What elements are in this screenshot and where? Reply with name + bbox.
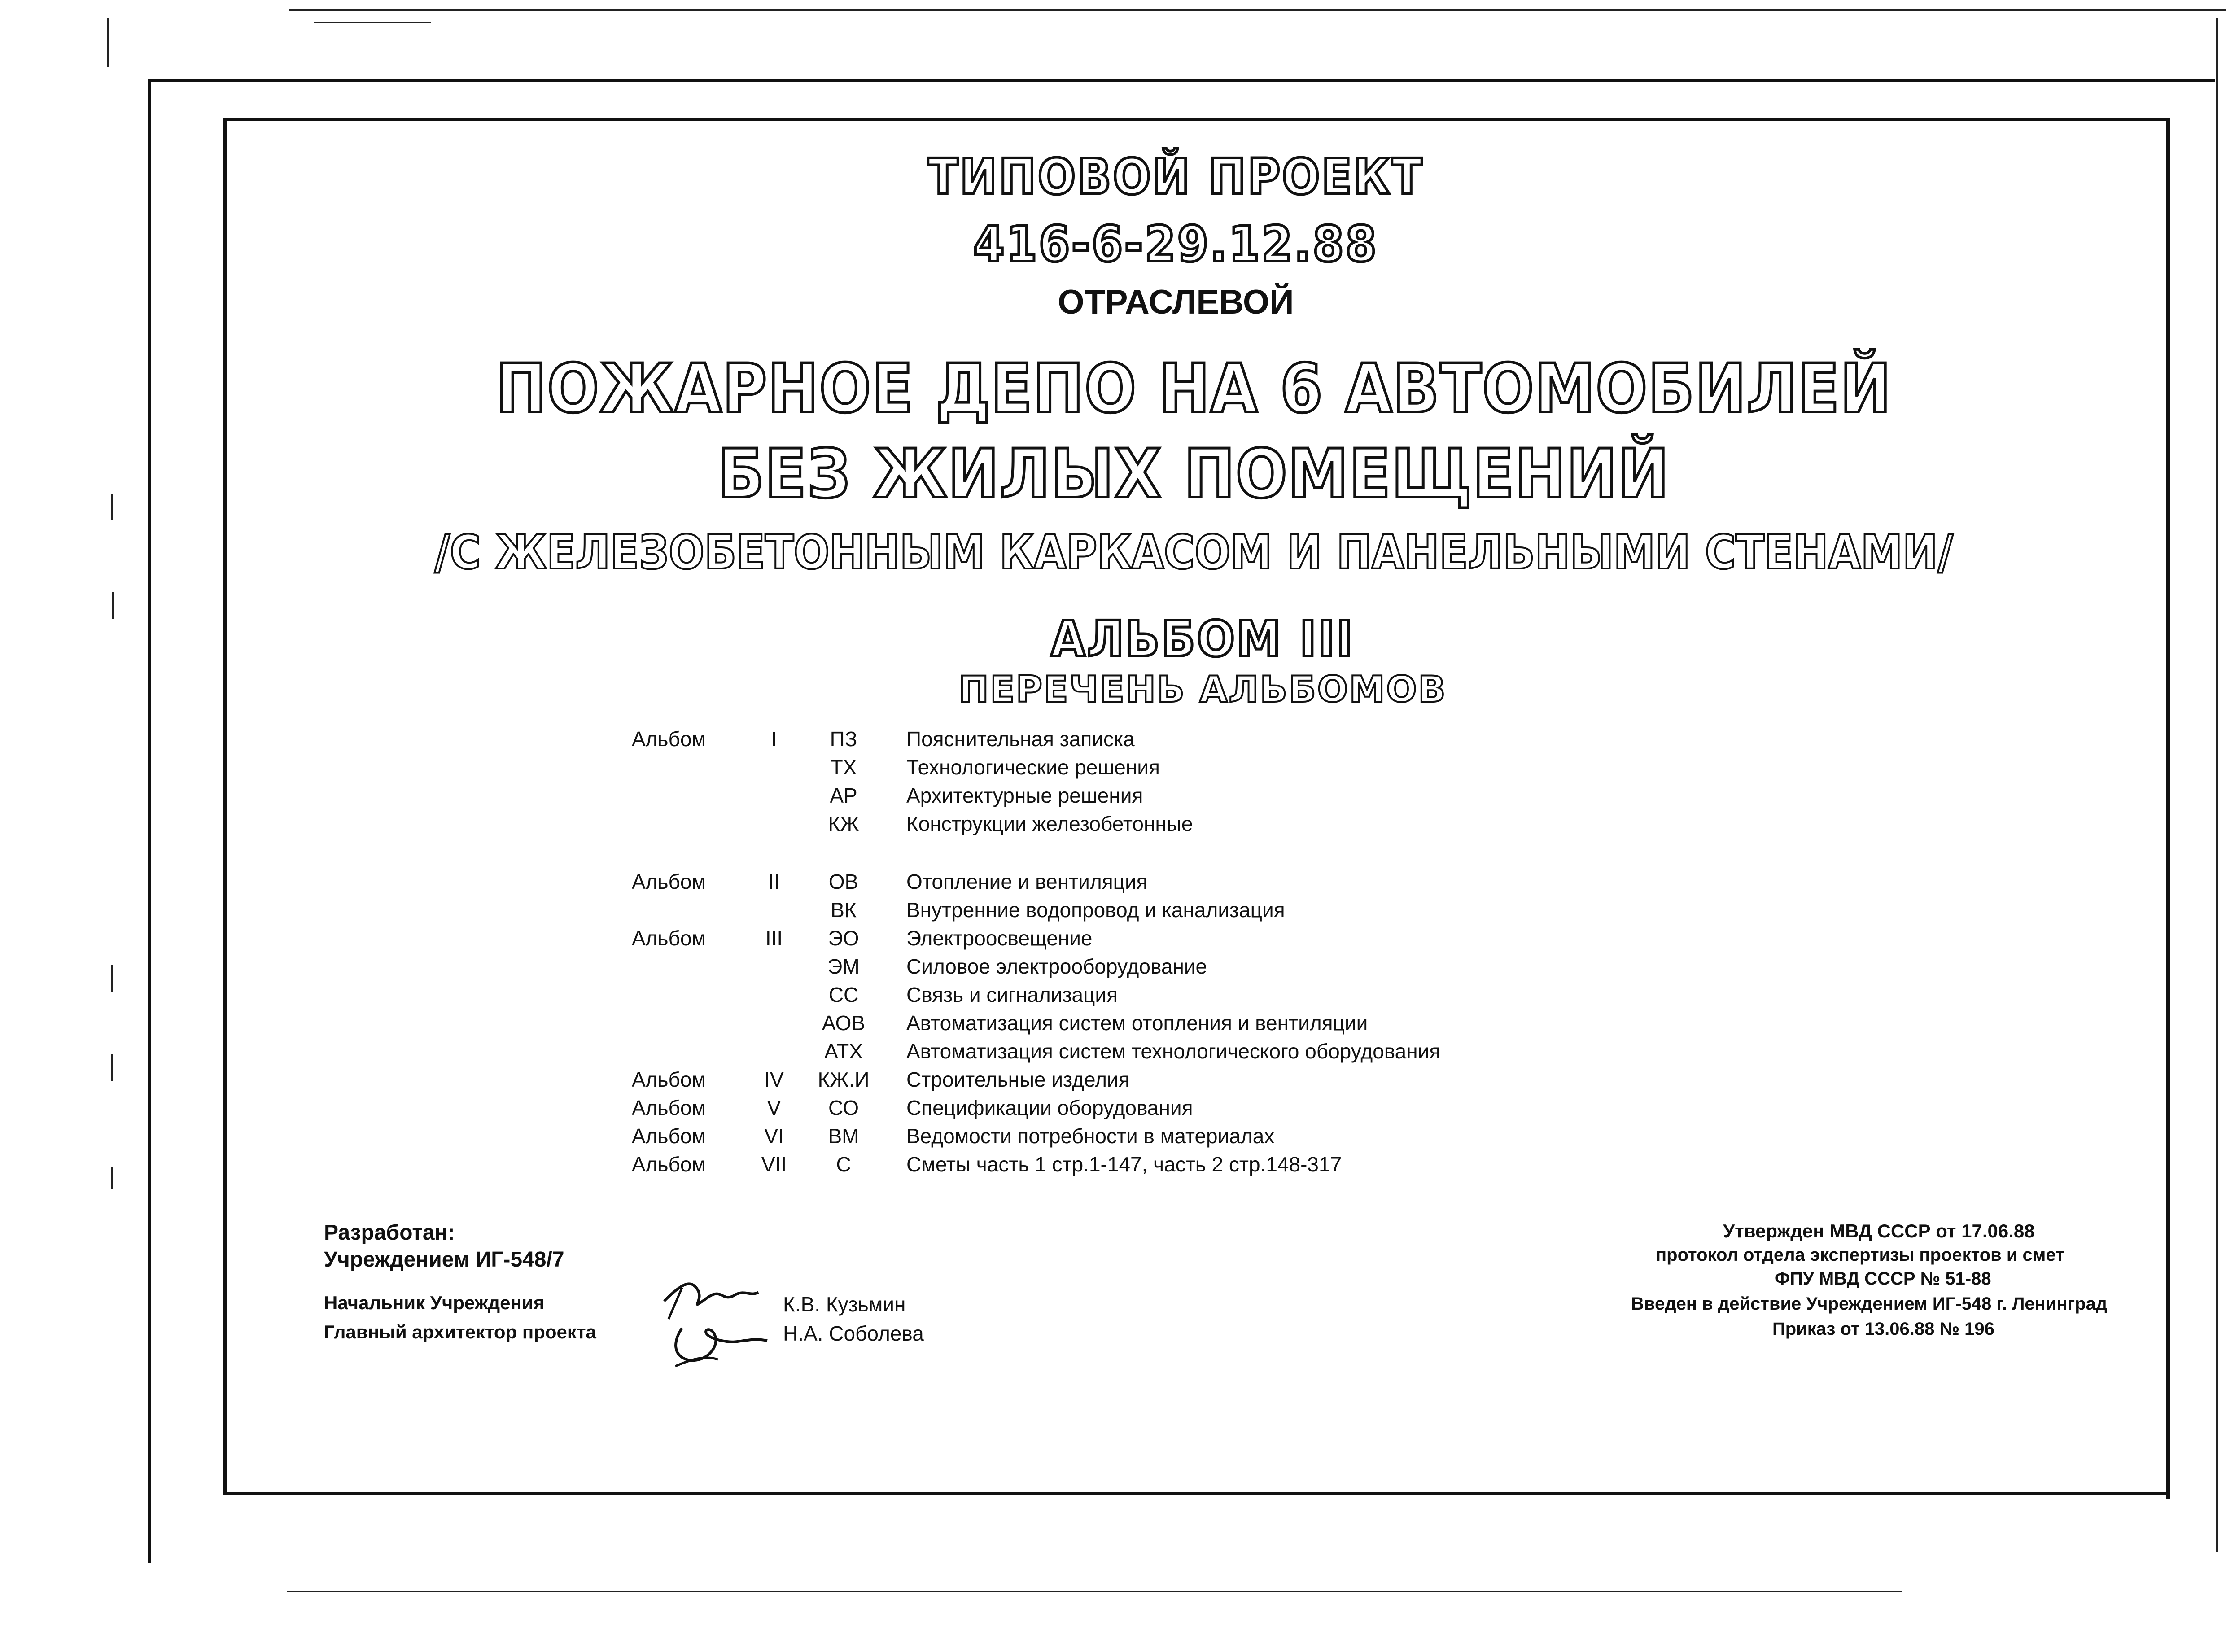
list-item-code: КЖ	[828, 812, 859, 835]
list-item-title: Внутренние водопровод и канализация	[906, 898, 1285, 922]
role-head: Начальник Учреждения	[324, 1292, 545, 1313]
signatures	[655, 1270, 790, 1373]
project-category: ОТРАСЛЕВОЙ	[1058, 283, 1294, 321]
list-item-code: АОВ	[822, 1011, 866, 1035]
list-item-title: Сметы часть 1 стр.1-147, часть 2 стр.148-317	[906, 1153, 1342, 1176]
list-item-code: ЭМ	[827, 955, 860, 978]
list-item-album: Альбом	[632, 1153, 706, 1176]
list-item-code: КЖ.И	[818, 1068, 870, 1091]
list-item-num: IV	[764, 1068, 784, 1091]
list-item-num: VII	[761, 1153, 787, 1176]
name-architect: Н.А. Соболева	[783, 1322, 924, 1345]
list-item-num: III	[765, 927, 783, 950]
scan-mark	[287, 1591, 1902, 1592]
list-item-album: Альбом	[632, 1124, 706, 1148]
list-item-code: ЭО	[828, 927, 859, 950]
name-head: К.В. Кузьмин	[783, 1293, 906, 1316]
album-label: АЛЬБОМ III	[1050, 610, 1355, 668]
list-item-title: Пояснительная записка	[906, 727, 1135, 751]
project-title-line2: БЕЗ ЖИЛЫХ ПОМЕЩЕНИЙ	[717, 435, 1670, 513]
album-list-heading: ПЕРЕЧЕНЬ АЛЬБОМОВ	[958, 669, 1447, 710]
inner-frame-top	[223, 118, 2170, 121]
inner-frame-left	[223, 121, 227, 1495]
list-item-code: АР	[830, 784, 857, 807]
list-item-code: СС	[828, 983, 859, 1006]
list-item-album: Альбом	[632, 1068, 706, 1091]
list-item-title: Архитектурные решения	[906, 784, 1143, 807]
list-item-num: I	[771, 727, 777, 751]
list-item-title: Конструкции железобетонные	[906, 812, 1193, 835]
list-item-num: II	[768, 870, 780, 893]
developer-label: Разработан:	[324, 1221, 455, 1245]
list-item-title: Автоматизация систем отопления и вентиляции	[906, 1011, 1368, 1035]
approval-line1: Утвержден МВД СССР от 17.06.88	[1723, 1220, 2035, 1241]
list-item-num: VI	[764, 1124, 784, 1148]
scan-mark	[289, 9, 2226, 11]
project-title-line1: ПОЖАРНОЕ ДЕПО НА 6 АВТОМОБИЛЕЙ	[495, 350, 1892, 428]
list-item-title: Связь и сигнализация	[906, 983, 1118, 1006]
list-item-title: Электроосвещение	[906, 927, 1093, 950]
list-item-code: СО	[828, 1096, 859, 1119]
scan-mark	[111, 1054, 113, 1081]
scan-mark	[111, 1167, 113, 1189]
approval-line4: Введен в действие Учреждением ИГ-548 г. Ленинград	[1631, 1294, 2108, 1314]
scan-mark	[107, 18, 109, 67]
list-item-album: Альбом	[632, 927, 706, 950]
list-item-title: Отопление и вентиляция	[906, 870, 1148, 893]
scan-mark	[111, 965, 113, 992]
project-title-line3: /С ЖЕЛЕЗОБЕТОННЫМ КАРКАСОМ И ПАНЕЛЬНЫМИ СТЕНАМИ/	[434, 525, 1953, 580]
list-item-code: ТХ	[830, 756, 857, 779]
list-item-code: АТХ	[824, 1040, 863, 1063]
project-type-heading: ТИПОВОЙ ПРОЕКТ	[927, 148, 1424, 205]
approval-line2: протокол отдела экспертизы проектов и смет	[1656, 1245, 2064, 1265]
list-item-title: Ведомости потребности в материалах	[906, 1124, 1275, 1148]
project-number: 416-6-29.12.88	[973, 215, 1378, 273]
list-item-title: Автоматизация систем технологического оборудования	[906, 1040, 1441, 1063]
approval-line5: Приказ от 13.06.88 № 196	[1772, 1319, 1994, 1339]
inner-frame-bottom	[223, 1492, 2170, 1495]
list-item-title: Строительные изделия	[906, 1068, 1130, 1091]
list-item-title: Силовое электрооборудование	[906, 955, 1207, 978]
list-item-code: ВМ	[828, 1124, 859, 1148]
scan-mark	[314, 22, 431, 23]
role-architect: Главный архитектор проекта	[324, 1321, 596, 1342]
list-item-album: Альбом	[632, 870, 706, 893]
developer-org: Учреждением ИГ-548/7	[324, 1248, 564, 1272]
list-item-album: Альбом	[632, 727, 706, 751]
inner-frame-right	[2166, 121, 2170, 1499]
approval-line3: ФПУ МВД СССР № 51-88	[1775, 1269, 1991, 1289]
list-item-album: Альбом	[632, 1096, 706, 1119]
list-item-code: С	[836, 1153, 851, 1176]
list-item-code: ВК	[831, 898, 857, 922]
list-item-title: Технологические решения	[906, 756, 1160, 779]
list-item-code: ОВ	[828, 870, 859, 893]
list-item-title: Спецификации оборудования	[906, 1096, 1193, 1119]
list-item-code: ПЗ	[830, 727, 857, 751]
list-item-num: V	[767, 1096, 781, 1119]
